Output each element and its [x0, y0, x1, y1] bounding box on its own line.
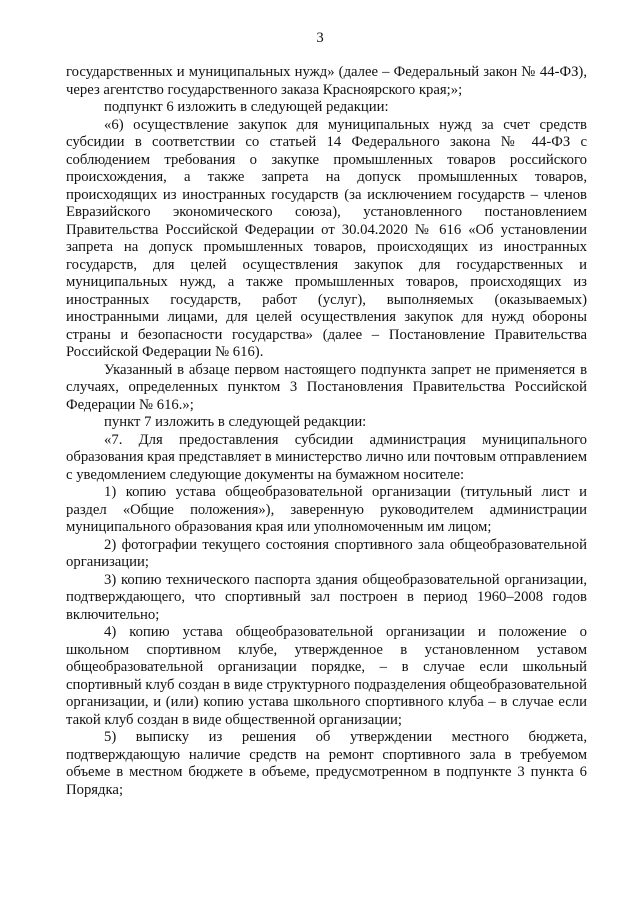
- paragraph-prohibition-exception: Указанный в абзаце первом настоящего подпункта запрет не применяется в случаях, определенных пунктом 3 Постановления Правительства Российской Федерации № 616.»;: [66, 361, 587, 413]
- list-item-4: 4) копию устава общеобразовательной организации и положение о школьном спортивном клубе, утвержденное в установленном уставом общеобразовательной организации порядке, – в случае если школьный спортивный клуб создан в виде структурного подразделения общеобразовательной организации, и (или) копию устава школьного спортивного клуба – в случае если такой клуб создан в виде общественной организации;: [66, 624, 587, 728]
- page-number: 3: [316, 30, 324, 46]
- paragraph-point-7-intro: пункт 7 изложить в следующей редакции:: [104, 414, 367, 430]
- document-body: [66, 64, 587, 799]
- list-item-5: 5) выписку из решения об утверждении местного бюджета, подтверждающую наличие средств на ремонт спортивного зала в требуемом объеме в местном бюджете в объеме, предусмотренном в подпункте 3 пункта 6 Порядка;: [66, 729, 587, 798]
- paragraph-subpoint-6-text: «6) осуществление закупок для муниципальных нужд за счет средств субсидии в соответствии со статьей 14 Федерального закона № 44-ФЗ с соблюдением требования о закупке промышленных товаров российского происхождения, а также запрета на допуск промышленных товаров, происходящих из иностранных государств (за исключением государств – членов Евразийского экономического союза), установленного постановлением Правительства Российской Федерации от 30.04.2020 № 616 «Об установлении запрета на допуск промышленных товаров, происходящих из иностранных государств, для целей осуществления закупок для государственных и муниципальных нужд, а также промышленных товаров, происходящих из иностранных государств, работ (услуг), выполняемых (оказываемых) иностранными лицами, для целей осуществления закупок для нужд обороны страны и безопасности государства» (далее – Постановление Правительства Российской Федерации № 616).: [66, 116, 587, 360]
- list-item-3: 3) копию технического паспорта здания общеобразовательной организации, подтверждающего, что спортивный зал построен в период 1960–2008 годов включительно;: [66, 571, 587, 623]
- list-item-1: 1) копию устава общеобразовательной организации (титульный лист и раздел «Общие положения»), заверенную руководителем администрации муниципального образования края или уполномоченным им лицом;: [66, 484, 587, 535]
- paragraph-subpoint-6-intro: подпункт 6 изложить в следующей редакции:: [104, 99, 389, 115]
- paragraph-point-7-text: «7. Для предоставления субсидии администрация муниципального образования края представляет в министерство лично или почтовым отправлением с уведомлением следующие документы на бумажном носителе:: [66, 431, 587, 483]
- list-item-2: 2) фотографии текущего состояния спортивного зала общеобразовательной организации;: [66, 536, 587, 570]
- paragraph-continuation: государственных и муниципальных нужд» (далее – Федеральный закон № 44-ФЗ), через агентство государственного заказа Красноярского края;»;: [66, 64, 587, 98]
